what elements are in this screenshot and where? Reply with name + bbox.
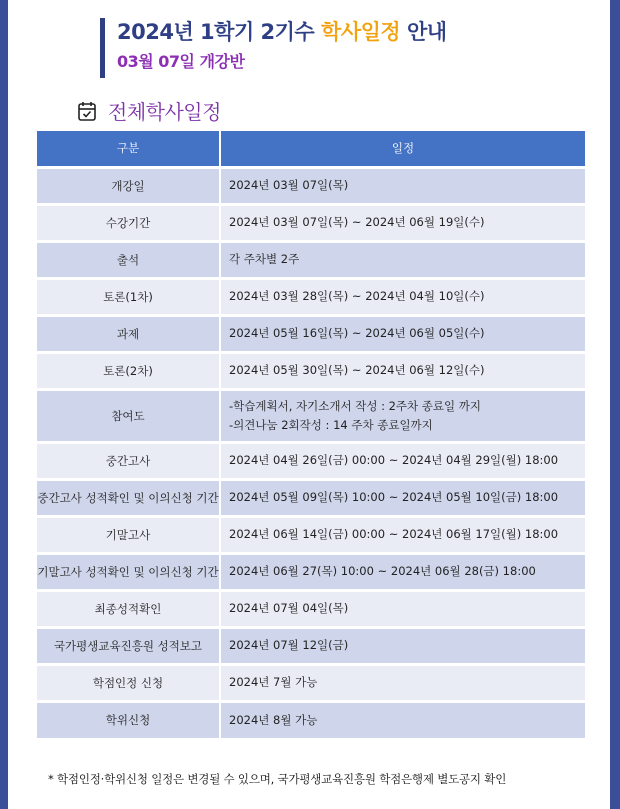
table-row bbox=[37, 590, 585, 627]
row-category: 중간고사 bbox=[37, 442, 220, 479]
row-category: 출석 bbox=[37, 241, 220, 278]
row-category: 과제 bbox=[37, 315, 220, 352]
schedule-text: 각 주차별 2주 bbox=[229, 252, 300, 266]
row-category: 학점인정 신청 bbox=[37, 664, 220, 701]
row-category: 수강기간 bbox=[37, 204, 220, 241]
schedule-text: 2024년 06월 14일(금) 00:00 ~ 2024년 06월 17일(월) 18:00 bbox=[229, 527, 559, 541]
table-row bbox=[37, 553, 585, 590]
page-subtitle: 03월 07일 개강반 bbox=[117, 52, 245, 71]
table-row bbox=[37, 442, 585, 479]
row-category: 중간고사 성적확인 및 이의신청 기간 bbox=[37, 479, 220, 516]
title-text: 2024년 1학기 2기수 bbox=[117, 20, 322, 44]
row-category: 토론(1차) bbox=[37, 278, 220, 315]
row-schedule bbox=[220, 278, 585, 315]
row-schedule bbox=[220, 167, 585, 204]
column-header-schedule: 일정 bbox=[220, 131, 585, 167]
table-row bbox=[37, 204, 585, 241]
row-schedule bbox=[220, 664, 585, 701]
schedule-text: -학습계획서, 자기소개서 작성 : 2주차 종료일 까지 bbox=[229, 398, 481, 413]
footnote: * 학점인정·학위신청 일정은 변경될 수 있으며, 국가평생교육진흥원 학점은행제 별도공지 확인 bbox=[48, 772, 507, 786]
schedule-text: -의견나눔 2회작성 : 14 주차 종료일까지 bbox=[229, 417, 433, 432]
schedule-text: 2024년 03월 07일(목) bbox=[229, 178, 349, 192]
row-schedule bbox=[220, 701, 585, 738]
page-header bbox=[100, 18, 447, 78]
schedule-text: 2024년 05월 16일(목) ~ 2024년 06월 05일(수) bbox=[229, 326, 485, 340]
row-category: 학위신청 bbox=[37, 701, 220, 738]
row-category: 최종성적확인 bbox=[37, 590, 220, 627]
section-title: 전체학사일정 bbox=[108, 100, 221, 124]
row-schedule bbox=[220, 241, 585, 278]
row-schedule bbox=[220, 204, 585, 241]
row-schedule bbox=[220, 627, 585, 664]
row-category: 기말고사 bbox=[37, 516, 220, 553]
table-body bbox=[37, 167, 585, 738]
row-schedule bbox=[220, 315, 585, 352]
title-accent: 학사일정 bbox=[321, 20, 401, 44]
row-schedule bbox=[220, 389, 585, 442]
column-header-category: 구분 bbox=[37, 131, 220, 167]
schedule-text: 2024년 07월 12일(금) bbox=[229, 638, 349, 652]
table-row bbox=[37, 516, 585, 553]
table-row bbox=[37, 627, 585, 664]
table-row bbox=[37, 315, 585, 352]
row-schedule bbox=[220, 516, 585, 553]
schedule-text: 2024년 03월 28일(목) ~ 2024년 04월 10일(수) bbox=[229, 289, 485, 303]
table-row bbox=[37, 278, 585, 315]
schedule-text: 2024년 03월 07일(목) ~ 2024년 06월 19일(수) bbox=[229, 215, 485, 229]
table-row bbox=[37, 479, 585, 516]
row-schedule bbox=[220, 442, 585, 479]
table-row bbox=[37, 241, 585, 278]
schedule-text: 2024년 04월 26일(금) 00:00 ~ 2024년 04월 29일(월) 18:00 bbox=[229, 453, 559, 467]
row-category: 개강일 bbox=[37, 167, 220, 204]
page-title bbox=[117, 18, 447, 46]
table-row bbox=[37, 167, 585, 204]
row-category: 참여도 bbox=[37, 389, 220, 442]
table-row bbox=[37, 352, 585, 389]
row-category: 토론(2차) bbox=[37, 352, 220, 389]
row-category: 국가평생교육진흥원 성적보고 bbox=[37, 627, 220, 664]
table-row bbox=[37, 389, 585, 442]
schedule-sheet bbox=[8, 0, 610, 809]
table-row bbox=[37, 664, 585, 701]
table-header-row bbox=[37, 131, 585, 167]
schedule-text: 2024년 05월 09일(목) 10:00 ~ 2024년 05월 10일(금) 18:00 bbox=[229, 490, 559, 504]
schedule-text: 2024년 06월 27(목) 10:00 ~ 2024년 06월 28(금) 18:00 bbox=[229, 564, 536, 578]
row-schedule bbox=[220, 553, 585, 590]
schedule-text: 2024년 05월 30일(목) ~ 2024년 06월 12일(수) bbox=[229, 363, 485, 377]
title-suffix: 안내 bbox=[400, 20, 447, 44]
row-category: 기말고사 성적확인 및 이의신청 기간 bbox=[37, 553, 220, 590]
schedule-text: 2024년 7월 가능 bbox=[229, 675, 318, 689]
schedule-text: 2024년 8월 가능 bbox=[229, 712, 318, 727]
schedule-text: 2024년 07월 04일(목) bbox=[229, 601, 349, 615]
table-row bbox=[37, 701, 585, 738]
schedule-table bbox=[37, 131, 585, 738]
row-schedule bbox=[220, 590, 585, 627]
row-schedule bbox=[220, 479, 585, 516]
calendar-check-icon bbox=[76, 100, 98, 122]
section-header bbox=[76, 96, 221, 125]
row-schedule bbox=[220, 352, 585, 389]
